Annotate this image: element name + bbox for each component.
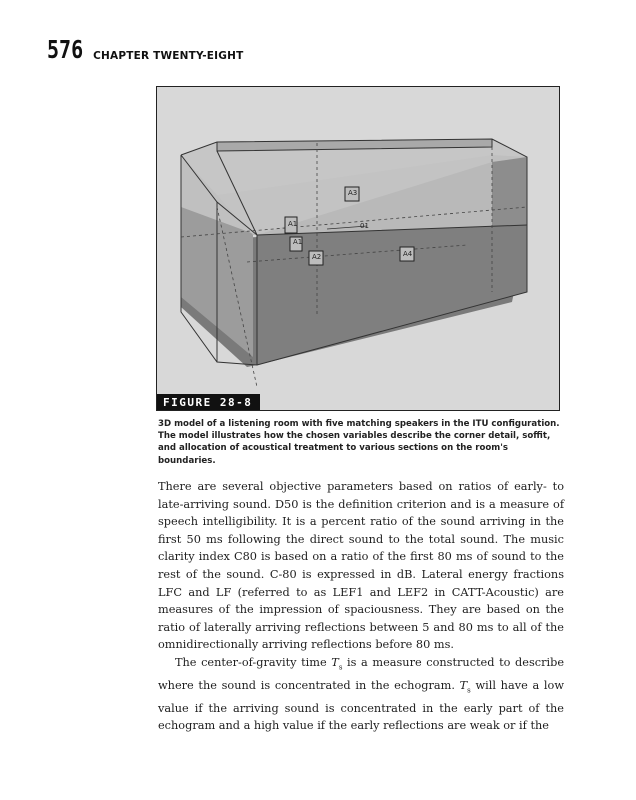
- figure-room-model: [156, 86, 560, 411]
- speaker-label: A1: [288, 220, 298, 228]
- paragraph: There are several objective parameters based on ratios of early- to late-arriving sound. D50 is the definition criterion and is a measure of speech intelligibility. It is a percent ratio of the sound arriving in the first 50 ms following the direct sound to the total sound. The music clarity index C80 is based on a ratio of the first 80 ms of sound to the rest of the sound. C-80 is expressed in dB. Lateral energy fractions LFC and LF (referred to as LEF1 and LEF2 in CATT-Acoustic) are measures of the impression of spaciousness. They are based on the ratio of laterally arriving reflections between 5 and 80 ms to all of the omnidirectionally arriving reflections before 80 ms.: [158, 480, 564, 652]
- speaker-label: A2: [312, 253, 322, 261]
- running-header: [47, 34, 244, 64]
- speaker-label: A1: [293, 238, 303, 246]
- speaker-label: A4: [403, 250, 413, 258]
- ts-symbol: $T_s$: [331, 655, 343, 672]
- speaker-label: A3: [348, 189, 358, 197]
- room-model-illustration: [157, 87, 558, 409]
- page-number: 576: [47, 34, 84, 64]
- body-text: [158, 478, 564, 735]
- ts-symbol: $T_s$: [459, 678, 471, 695]
- figure-caption: 3D model of a listening room with five matching speakers in the ITU configuration. The model illustrates how the chosen variables describe the corner detail, soffit, and allocation of acoustical treatment to various sections on the room's boundaries.: [158, 419, 560, 466]
- paragraph: The center-of-gravity time $T_s$ is a measure constructed to describe where the sound is concentrated in the echogram. $T_s$ will have a low value if the arriving sound is concentrated in the early part of the echogram and a high value if the early reflections are weak or if the: [158, 655, 565, 733]
- chapter-title: CHAPTER TWENTY-EIGHT: [93, 50, 244, 62]
- receiver-label: 01: [360, 222, 369, 230]
- figure-label: FIGURE 28-8: [157, 394, 260, 410]
